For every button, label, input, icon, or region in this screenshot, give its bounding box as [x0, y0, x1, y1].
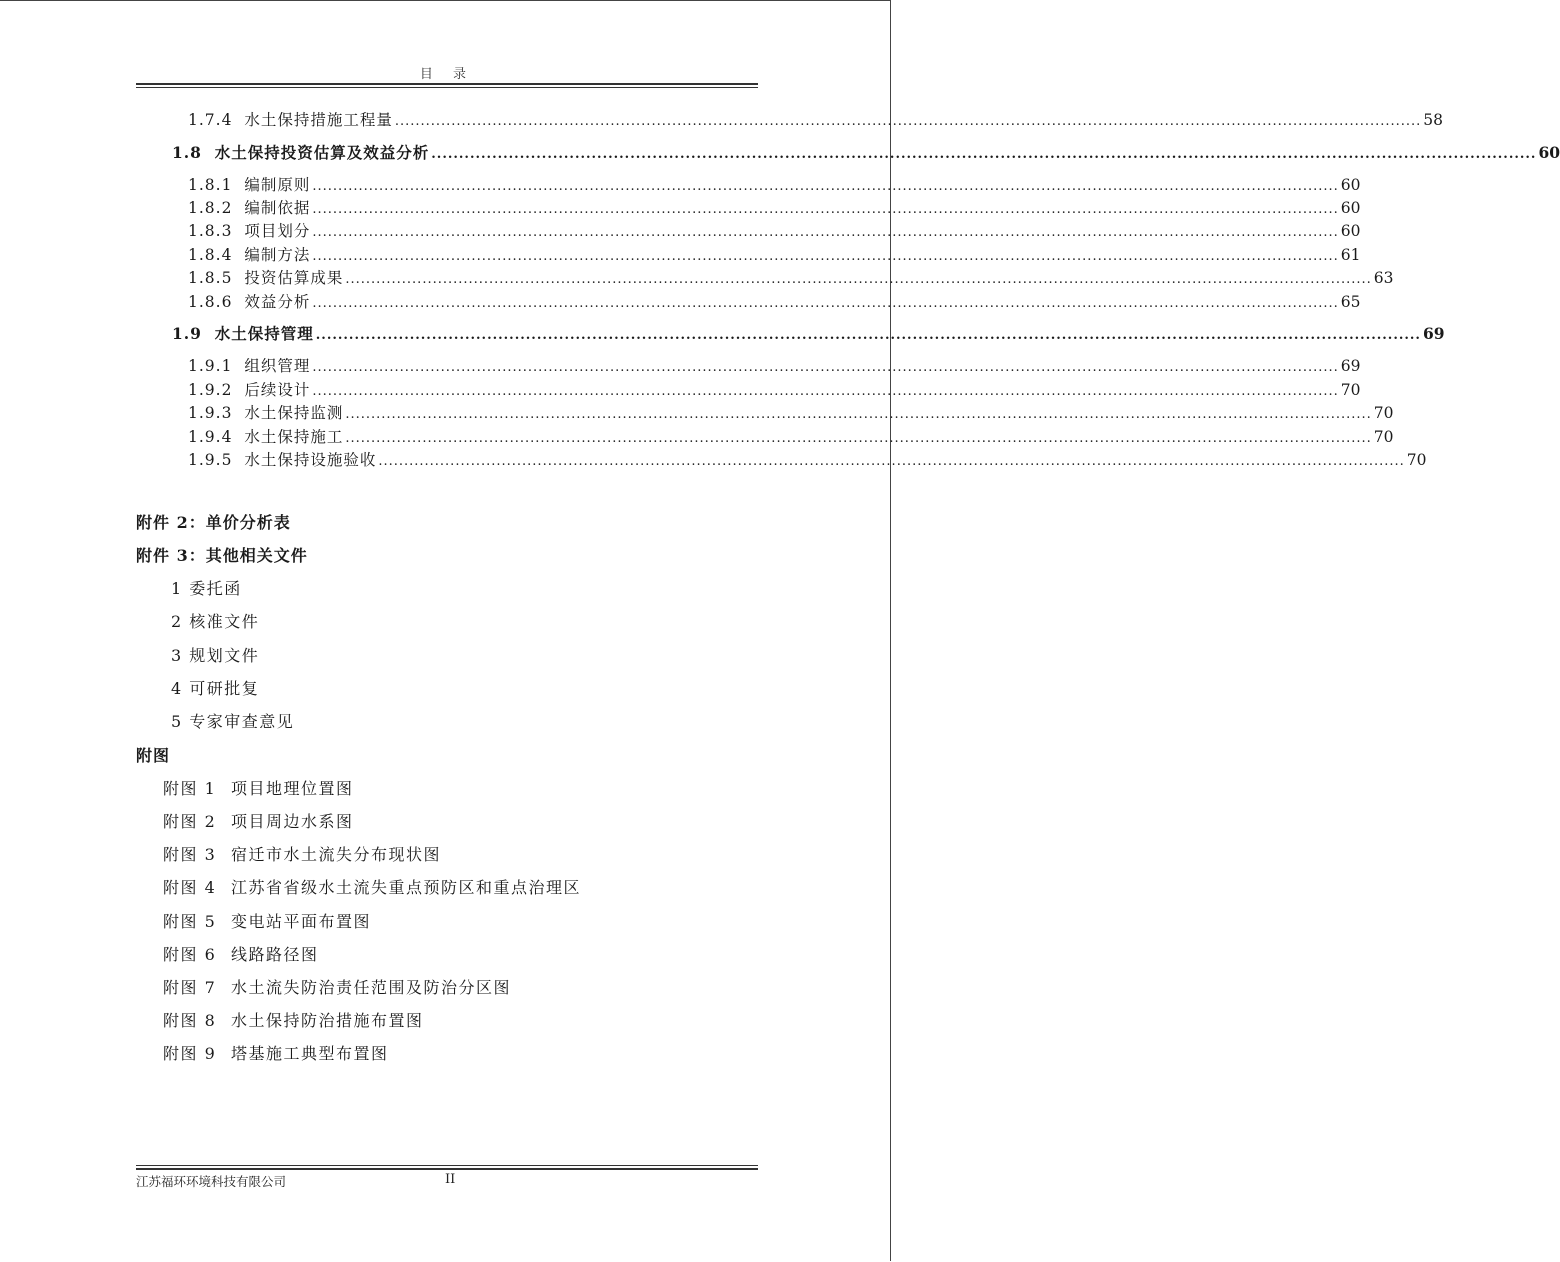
toc-dot-leader: ........................................................................................................................................................................................................ — [345, 431, 1372, 446]
toc-entry-gap — [232, 111, 244, 129]
toc-entry-page: 63 — [1373, 269, 1394, 287]
toc-subsection-entry[interactable] — [0, 267, 1394, 289]
footer-page-number: II — [445, 1172, 456, 1187]
figure-title: 宿迁市水土流失分布现状图 — [231, 845, 442, 864]
toc-subsection-entry[interactable] — [0, 197, 1361, 219]
toc-dot-leader: ........................................................................................................................................................................................................ — [312, 179, 1339, 194]
toc-entry-page: 60 — [1538, 143, 1560, 162]
toc-entry-number: 1.8.2 — [188, 199, 233, 217]
toc-entry-number: 1.8 — [172, 143, 202, 162]
toc-subsection-entry[interactable] — [0, 379, 1361, 401]
toc-entry-gap — [202, 143, 215, 162]
toc-entry-gap — [232, 269, 244, 287]
toc-dot-leader: ........................................................................................................................................................................................................ — [312, 384, 1339, 399]
toc-entry-title: 项目划分 — [244, 222, 311, 240]
figure-number: 附图 4 — [163, 878, 217, 897]
figure-title: 变电站平面布置图 — [231, 912, 372, 931]
toc-subsection-entry[interactable] — [0, 291, 1361, 313]
figure-number: 附图 2 — [163, 812, 217, 831]
footer-rule — [136, 1168, 758, 1170]
figures-heading: 附图 — [136, 746, 171, 765]
toc-entry-label — [188, 402, 343, 424]
toc-entry-page: 60 — [1340, 176, 1361, 194]
toc-entry-label — [172, 142, 429, 164]
toc-entry-page: 69 — [1422, 324, 1445, 343]
attachment-3-item: 4 可研批复 — [171, 679, 260, 698]
toc-entry-label — [188, 426, 343, 448]
toc-entry-gap — [232, 176, 244, 194]
toc-subsection-entry[interactable] — [0, 426, 1394, 448]
toc-entry-label — [188, 244, 310, 266]
toc-dot-leader: ........................................................................................................................................................................................................ — [378, 454, 1405, 469]
figure-number: 附图 8 — [163, 1011, 217, 1030]
footer-company: 江苏福环环境科技有限公司 — [136, 1174, 287, 1189]
toc-dot-leader: ........................................................................................................................................................................................................ — [345, 272, 1372, 287]
toc-entry-title: 水土保持管理 — [214, 324, 314, 343]
toc-entry-number: 1.8.4 — [188, 246, 233, 264]
toc-subsection-entry[interactable] — [0, 244, 1361, 266]
toc-subsection-entry[interactable] — [0, 109, 1444, 131]
toc-entry-title: 编制原则 — [244, 176, 311, 194]
toc-section-entry[interactable] — [0, 323, 1445, 345]
toc-entry-gap — [232, 428, 244, 446]
toc-entry-page: 70 — [1406, 451, 1427, 469]
toc-entry-number: 1.9.3 — [188, 404, 233, 422]
toc-entry-gap — [232, 381, 244, 399]
figure-title: 塔基施工典型布置图 — [231, 1044, 389, 1063]
toc-dot-leader: ........................................................................................................................................................................................................ — [312, 249, 1339, 264]
figure-title: 水土保持防治措施布置图 — [231, 1011, 424, 1030]
figure-number: 附图 7 — [163, 978, 217, 997]
toc-entry-label — [172, 323, 314, 345]
toc-subsection-entry[interactable] — [0, 220, 1361, 242]
toc-entry-gap — [232, 222, 244, 240]
toc-entry-title: 水土保持投资估算及效益分析 — [214, 143, 430, 162]
toc-dot-leader: ........................................................................................................................................................................................................ — [312, 296, 1339, 311]
toc-entry-number: 1.8.5 — [188, 269, 233, 287]
toc-entry-number: 1.9.2 — [188, 381, 233, 399]
toc-subsection-entry[interactable] — [0, 174, 1361, 196]
toc-entry-title: 后续设计 — [244, 381, 311, 399]
toc-entry-number: 1.9.4 — [188, 428, 233, 446]
toc-dot-leader: ........................................................................................................................................................................................................ — [431, 147, 1537, 162]
toc-entry-label — [188, 197, 310, 219]
figure-number: 附图 1 — [163, 779, 217, 798]
toc-entry-page: 69 — [1340, 357, 1361, 375]
toc-entry-page: 61 — [1340, 246, 1361, 264]
toc-entry-number: 1.9 — [172, 324, 202, 343]
toc-entry-page: 65 — [1340, 293, 1361, 311]
toc-entry-number: 1.9.1 — [188, 357, 233, 375]
footer-rule-thin — [136, 1165, 758, 1166]
toc-entry-page: 60 — [1340, 222, 1361, 240]
toc-dot-leader: ........................................................................................................................................................................................................ — [345, 407, 1372, 422]
toc-entry-page: 70 — [1373, 428, 1394, 446]
toc-entry-title: 水土保持施工 — [244, 428, 344, 446]
toc-entry-page: 70 — [1373, 404, 1394, 422]
toc-dot-leader: ........................................................................................................................................................................................................ — [312, 360, 1339, 375]
toc-entry-gap — [232, 199, 244, 217]
toc-entry-title: 水土保持措施工程量 — [244, 111, 393, 129]
toc-entry-title: 水土保持设施验收 — [244, 451, 377, 469]
toc-entry-label — [188, 379, 310, 401]
toc-entry-number: 1.8.1 — [188, 176, 233, 194]
header-title: 目 录 — [419, 67, 475, 82]
toc-subsection-entry[interactable] — [0, 402, 1394, 424]
toc-section-entry[interactable] — [0, 142, 1560, 164]
toc-entry-title: 效益分析 — [244, 293, 311, 311]
toc-entry-title: 投资估算成果 — [244, 269, 344, 287]
toc-entry-gap — [232, 357, 244, 375]
toc-entry-label — [188, 449, 376, 471]
toc-entry-label — [188, 174, 310, 196]
toc-entry-label — [188, 109, 393, 131]
toc-entry-page: 70 — [1340, 381, 1361, 399]
toc-entry-page: 60 — [1340, 199, 1361, 217]
toc-entry-gap — [232, 293, 244, 311]
figure-number: 附图 3 — [163, 845, 217, 864]
figure-number: 附图 9 — [163, 1044, 217, 1063]
toc-entry-gap — [202, 324, 215, 343]
attachment-3-item: 2 核准文件 — [171, 612, 260, 631]
toc-dot-leader: ........................................................................................................................................................................................................ — [312, 202, 1339, 217]
toc-entry-number: 1.9.5 — [188, 451, 233, 469]
attachment-3-item: 1 委托函 — [171, 579, 242, 598]
toc-dot-leader: ........................................................................................................................................................................................................ — [394, 114, 1422, 129]
toc-entry-gap — [232, 404, 244, 422]
toc-subsection-entry[interactable] — [0, 449, 1427, 471]
toc-entry-title: 编制方法 — [244, 246, 311, 264]
header-rule — [136, 83, 758, 85]
attachment-3-item: 5 专家审查意见 — [171, 712, 295, 731]
toc-dot-leader: ........................................................................................................................................................................................................ — [312, 225, 1339, 240]
toc-dot-leader: ........................................................................................................................................................................................................ — [315, 328, 1421, 343]
toc-entry-label — [188, 220, 310, 242]
toc-entry-number: 1.8.3 — [188, 222, 233, 240]
toc-entry-label — [188, 267, 343, 289]
figure-title: 线路路径图 — [231, 945, 319, 964]
toc-entry-label — [188, 291, 310, 313]
figure-title: 项目地理位置图 — [231, 779, 354, 798]
figure-number: 附图 5 — [163, 912, 217, 931]
toc-entry-title: 编制依据 — [244, 199, 311, 217]
toc-entry-title: 组织管理 — [244, 357, 311, 375]
attachment-2-heading: 附件 2：单价分析表 — [136, 513, 291, 532]
attachment-3-heading: 附件 3：其他相关文件 — [136, 546, 308, 565]
figure-title: 水土流失防治责任范围及防治分区图 — [231, 978, 512, 997]
figure-title: 项目周边水系图 — [231, 812, 354, 831]
attachment-3-item: 3 规划文件 — [171, 646, 260, 665]
toc-entry-number: 1.8.6 — [188, 293, 233, 311]
toc-entry-number: 1.7.4 — [188, 111, 233, 129]
toc-entry-gap — [232, 451, 244, 469]
toc-subsection-entry[interactable] — [0, 355, 1361, 377]
figure-number: 附图 6 — [163, 945, 217, 964]
header-rule-thin — [136, 87, 758, 88]
toc-entry-label — [188, 355, 310, 377]
toc-entry-title: 水土保持监测 — [244, 404, 344, 422]
figure-title: 江苏省省级水土流失重点预防区和重点治理区 — [231, 878, 582, 897]
toc-entry-gap — [232, 246, 244, 264]
toc-entry-page: 58 — [1423, 111, 1444, 129]
